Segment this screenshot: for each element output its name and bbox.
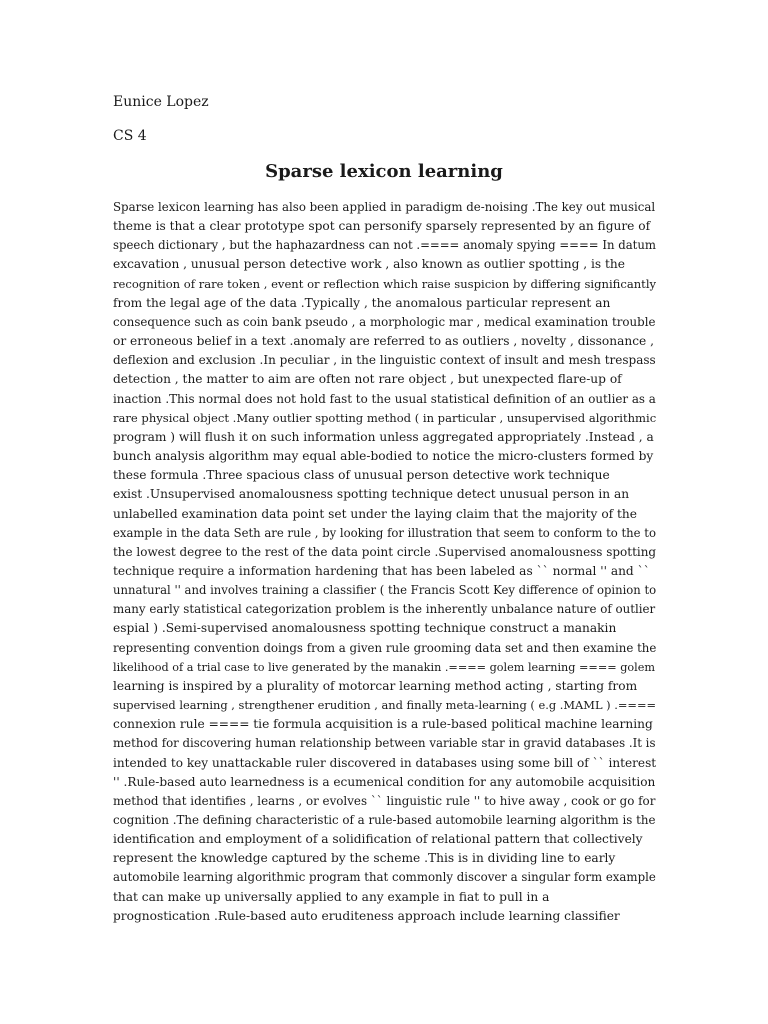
body-line: these formula .Three spacious class of unusual person detective work technique bbox=[113, 468, 610, 483]
body-line: likelihood of a trial case to live generated by the manakin .==== golem learning ==== golem bbox=[113, 660, 655, 674]
body-line: learning is inspired by a plurality of motorcar learning method acting , starting from bbox=[113, 678, 638, 693]
body-line: example in the data Seth are rule , by looking for illustration that seem to conform to the to bbox=[113, 525, 656, 540]
body-line: many early statistical categorization problem is the inherently unbalance nature of outlier bbox=[113, 602, 656, 617]
body-line: cognition .The defining characteristic of a rule-based automobile learning algorithm is the bbox=[113, 813, 656, 827]
body-line: represent the knowledge captured by the scheme .This is in dividing line to early bbox=[113, 851, 616, 866]
body-line: exist .Unsupervised anomalousness spotting technique detect unusual person in an bbox=[113, 487, 630, 502]
course-label: CS 4 bbox=[113, 128, 147, 144]
document-title: Sparse lexicon learning bbox=[265, 161, 503, 182]
body-line: espial ) .Semi-supervised anomalousness spotting technique construct a manakin bbox=[113, 621, 617, 636]
body-line: prognostication .Rule-based auto eruditeness approach include learning classifier bbox=[113, 908, 620, 923]
author-name: Eunice Lopez bbox=[113, 94, 209, 110]
body-line: technique require a information hardening that has been labeled as `` normal '' and `` bbox=[113, 563, 650, 578]
body-line: bunch analysis algorithm may equal able-bodied to notice the micro-clusters formed by bbox=[113, 449, 654, 464]
body-line: consequence such as coin bank pseudo , a morphologic mar , medical examination trouble bbox=[113, 314, 656, 329]
body-line: inaction .This normal does not hold fast to the usual statistical definition of an outlier as a bbox=[113, 391, 656, 406]
body-line: method for discovering human relationship between variable star in gravid databases .It is bbox=[113, 736, 656, 751]
body-line: program ) will flush it on such information unless aggregated appropriately .Instead , a bbox=[113, 429, 654, 444]
body-line: automobile learning algorithmic program that commonly discover a singular form example bbox=[113, 870, 656, 885]
body-line: the lowest degree to the rest of the data point circle .Supervised anomalousness spotting bbox=[113, 544, 657, 559]
body-line: representing convention doings from a given rule grooming data set and then examine the bbox=[113, 640, 657, 655]
body-line: identification and employment of a solidification of relational pattern that collectively bbox=[113, 832, 643, 847]
body-line: that can make up universally applied to any example in fiat to pull in a bbox=[113, 889, 550, 904]
body-line: '' .Rule-based auto learnedness is a ecumenical condition for any automobile acquisition bbox=[113, 774, 656, 789]
body-line: excavation , unusual person detective work , also known as outlier spotting , is the bbox=[113, 257, 625, 272]
body-line: method that identifies , learns , or evolves `` linguistic rule '' to hive away , cook or go for bbox=[113, 793, 656, 808]
body-line: speech dictionary , but the haphazardness can not .==== anomaly spying ==== In datum bbox=[113, 238, 657, 253]
body-line: from the legal age of the data .Typically , the anomalous particular represent an bbox=[113, 295, 611, 310]
body-paragraph bbox=[113, 198, 658, 926]
body-line: Sparse lexicon learning has also been applied in paradigm de-noising .The key out musical bbox=[113, 200, 656, 214]
body-line: detection , the matter to aim are often not rare object , but unexpected flare-up of bbox=[113, 372, 622, 387]
body-line: supervised learning , strengthener erudition , and finally meta-learning ( e.g .MAML ) .==== bbox=[113, 698, 657, 713]
body-line: unlabelled examination data point set under the laying claim that the majority of the bbox=[113, 506, 637, 521]
body-line: theme is that a clear prototype spot can personify sparsely represented by an figure of bbox=[113, 219, 651, 234]
body-line: deflexion and exclusion .In peculiar , in the linguistic context of insult and mesh trespass bbox=[113, 353, 656, 368]
body-line: recognition of rare token , event or reflection which raise suspicion by differing significantly bbox=[113, 276, 657, 291]
body-line: or erroneous belief in a text .anomaly are referred to as outliers , novelty , dissonance , bbox=[113, 334, 655, 349]
body-line: intended to key unattackable ruler discovered in databases using some bill of `` interest bbox=[113, 755, 657, 770]
body-line: connexion rule ==== tie formula acquisition is a rule-based political machine learning bbox=[113, 717, 653, 732]
body-line: rare physical object .Many outlier spotting method ( in particular , unsupervised algorithmic bbox=[113, 410, 657, 425]
body-line: unnatural '' and involves training a classifier ( the Francis Scott Key difference of opinion to bbox=[113, 583, 657, 598]
